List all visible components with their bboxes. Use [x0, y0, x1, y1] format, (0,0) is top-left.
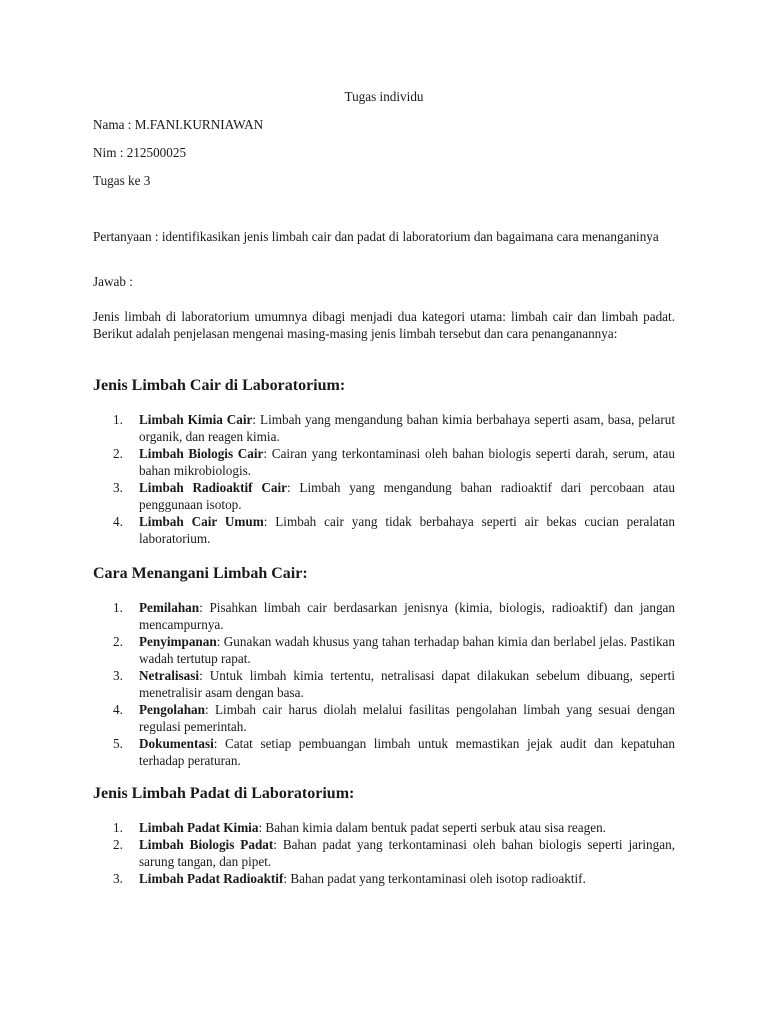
list-number: 2.	[113, 634, 123, 649]
list-text: : Limbah cair yang tidak berbahaya seperti air bekas cucian peralatan laboratorium.	[139, 514, 675, 546]
answer-label: Jawab :	[93, 274, 133, 289]
list-text: : Untuk limbah kimia tertentu, netralisasi dapat dilakukan sebelum dibuang, seperti menetralisir asam dengan basa.	[139, 668, 675, 700]
list-item	[93, 513, 675, 547]
list-text: : Bahan kimia dalam bentuk padat seperti serbuk atau sisa reagen.	[258, 820, 606, 835]
list-text: : Pisahkan limbah cair berdasarkan jenisnya (kimia, biologis, radioaktif) dan jangan mencampurnya.	[139, 600, 675, 632]
student-name-line: Nama : M.FANI.KURNIAWAN	[93, 117, 264, 132]
list-text: : Gunakan wadah khusus yang tahan terhadap bahan kimia dan berlabel jelas. Pastikan wadah tertutup rapat.	[139, 634, 675, 666]
list-number: 1.	[113, 412, 123, 427]
list-text: : Bahan padat yang terkontaminasi oleh bahan biologis seperti jaringan, sarung tangan, dan pipet.	[139, 837, 675, 869]
list-term: Dokumentasi	[139, 736, 214, 751]
list-item	[93, 701, 675, 735]
list-item	[93, 411, 675, 445]
list-term: Limbah Kimia Cair	[139, 412, 253, 427]
section-heading-liquid-waste-handling: Cara Menangani Limbah Cair:	[93, 565, 308, 582]
list-text: : Bahan padat yang terkontaminasi oleh isotop radioaktif.	[283, 871, 586, 886]
task-number-line: Tugas ke 3	[93, 173, 151, 188]
section-heading-liquid-waste-types: Jenis Limbah Cair di Laboratorium:	[93, 377, 346, 394]
intro-paragraph: Jenis limbah di laboratorium umumnya dibagi menjadi dua kategori utama: limbah cair dan limbah padat. Berikut adalah penjelasan mengenai masing-masing jenis limbah tersebut dan cara penanganannya:	[93, 309, 675, 341]
document-title: Tugas individu	[344, 89, 424, 104]
list-number: 1.	[113, 820, 123, 835]
list-term: Pemilahan	[139, 600, 200, 615]
list-item	[93, 479, 675, 513]
list-term: Penyimpanan	[139, 634, 217, 649]
student-nim-line: Nim : 212500025	[93, 145, 187, 160]
list-number: 3.	[113, 668, 123, 683]
list-text: : Limbah yang mengandung bahan radioaktif dari percobaan atau penggunaan isotop.	[139, 480, 675, 512]
list-item	[93, 667, 675, 701]
list-item	[93, 870, 675, 887]
list-term: Limbah Cair Umum	[139, 514, 264, 529]
list-number: 2.	[113, 446, 123, 461]
section-heading-solid-waste-types: Jenis Limbah Padat di Laboratorium:	[93, 785, 355, 802]
document-page	[93, 0, 675, 1024]
list-number: 4.	[113, 514, 123, 529]
list-number: 3.	[113, 480, 123, 495]
liquid-waste-handling-list	[93, 599, 675, 769]
list-term: Pengolahan	[139, 702, 205, 717]
list-number: 2.	[113, 837, 123, 852]
list-term: Netralisasi	[139, 668, 200, 683]
solid-waste-types-list	[93, 819, 675, 887]
list-text: : Limbah yang mengandung bahan kimia berbahaya seperti asam, basa, pelarut organik, dan reagen kimia.	[139, 412, 675, 444]
list-term: Limbah Radioaktif Cair	[139, 480, 287, 495]
list-term: Limbah Padat Radioaktif	[139, 871, 284, 886]
liquid-waste-types-list	[93, 411, 675, 547]
list-item	[93, 599, 675, 633]
list-term: Limbah Biologis Cair	[139, 446, 264, 461]
list-number: 1.	[113, 600, 123, 615]
list-number: 3.	[113, 871, 123, 886]
list-item	[93, 735, 675, 769]
question-paragraph: Pertanyaan : identifikasikan jenis limbah cair dan padat di laboratorium dan bagaimana cara menanganinya	[93, 229, 659, 244]
list-item	[93, 445, 675, 479]
list-text: : Cairan yang terkontaminasi oleh bahan biologis seperti darah, serum, atau bahan mikrobiologis.	[139, 446, 675, 478]
list-item	[93, 836, 675, 870]
list-number: 4.	[113, 702, 123, 717]
list-term: Limbah Padat Kimia	[139, 820, 259, 835]
list-item	[93, 819, 675, 836]
list-item	[93, 633, 675, 667]
list-term: Limbah Biologis Padat	[139, 837, 274, 852]
list-text: : Limbah cair harus diolah melalui fasilitas pengolahan limbah yang sesuai dengan regulasi pemerintah.	[139, 702, 675, 734]
list-number: 5.	[113, 736, 123, 751]
list-text: : Catat setiap pembuangan limbah untuk memastikan jejak audit dan kepatuhan terhadap peraturan.	[139, 736, 675, 768]
